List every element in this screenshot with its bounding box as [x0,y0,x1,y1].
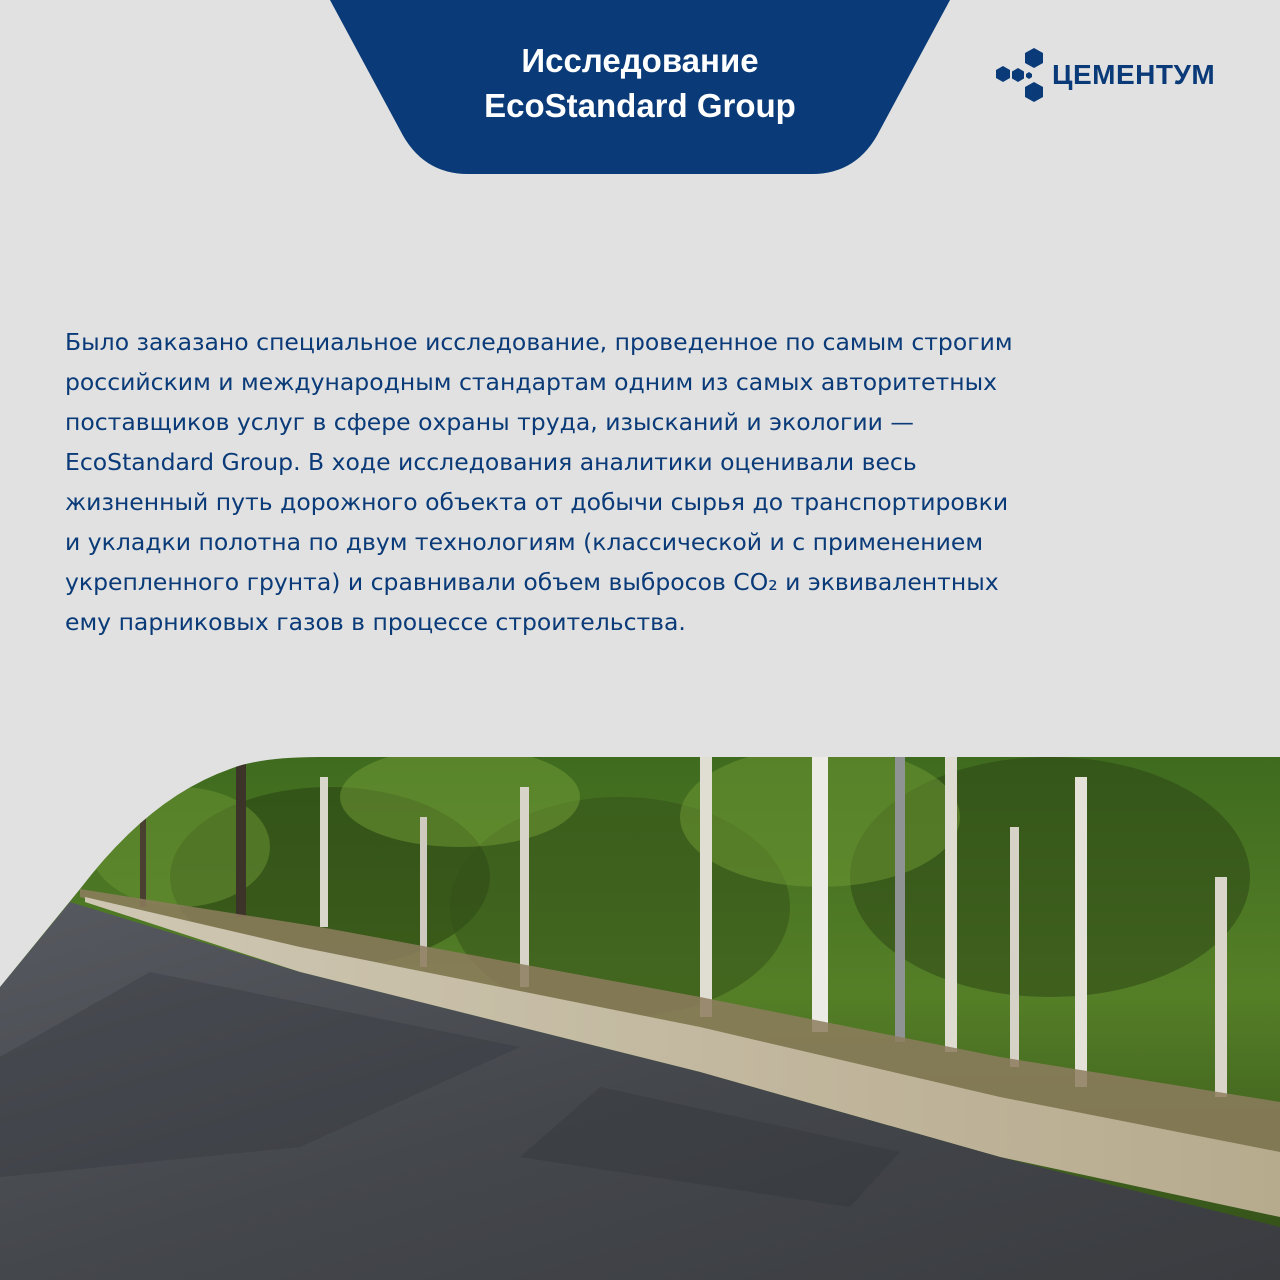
logo-text: ЦЕМЕНТУМ [1052,59,1216,90]
body-line: Было заказано специальное исследование, проведенное по самым строгим [65,328,1013,356]
body-line: укрепленного грунта) и сравнивали объем выбросов CO₂ и эквивалентных [65,568,999,596]
brand-logo [992,46,1215,104]
body-paragraph [65,322,1225,642]
body-line: EcoStandard Group. В ходе исследования аналитики оценивали весь [65,448,917,476]
title-line-1: Исследование [521,42,759,79]
title-line-2: EcoStandard Group [484,87,796,124]
body-line: жизненный путь дорожного объекта от добычи сырья до транспортировки [65,488,1009,516]
forest-road-photo [0,757,1280,1280]
body-line: и укладки полотна по двум технологиям (классической и с применением [65,528,984,556]
body-line: российским и международным стандартам одним из самых авторитетных [65,368,998,396]
page-title [330,38,950,128]
body-line: ему парниковых газов в процессе строительства. [65,608,686,636]
hexagon-cluster-icon [992,46,1048,104]
body-line: поставщиков услуг в сфере охраны труда, изысканий и экологии — [65,408,914,436]
